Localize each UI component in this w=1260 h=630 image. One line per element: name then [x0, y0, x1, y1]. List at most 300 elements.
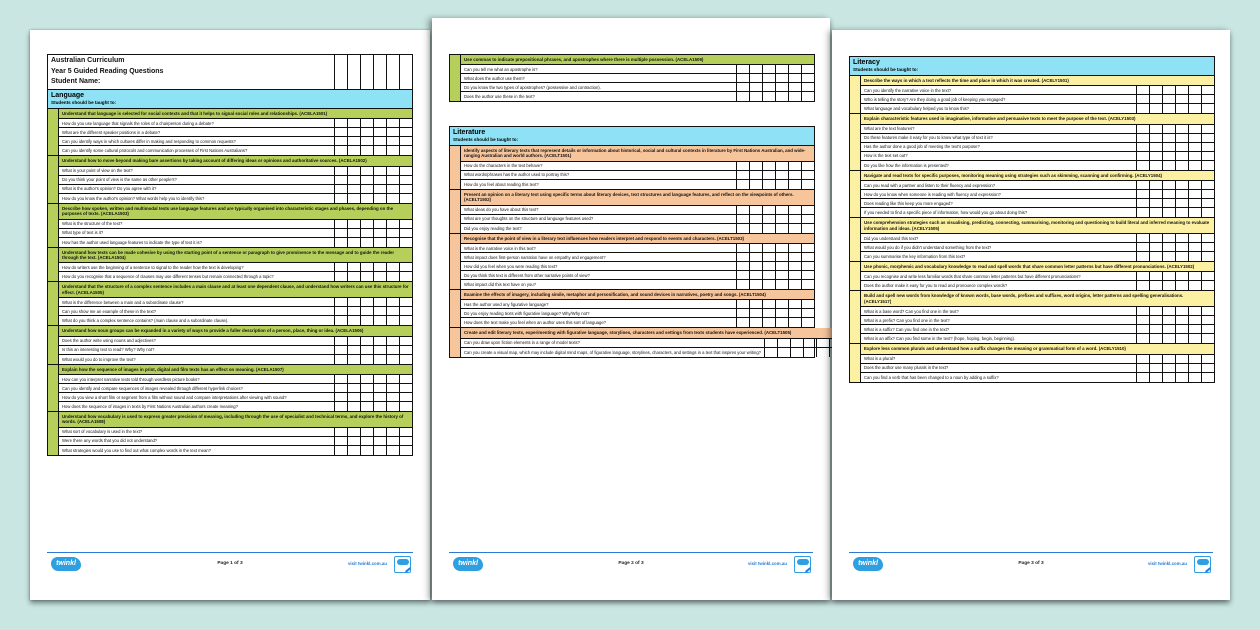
checkbox-cell[interactable]	[801, 280, 814, 289]
checkbox-cell[interactable]	[1136, 334, 1149, 343]
checkbox-cell[interactable]	[762, 92, 775, 101]
checkbox-cell[interactable]	[762, 215, 775, 223]
checkbox-cell[interactable]	[334, 119, 347, 127]
checkbox-cell[interactable]	[360, 263, 373, 271]
checkbox-cell[interactable]	[347, 167, 360, 175]
checkbox-cell[interactable]	[1149, 190, 1162, 198]
checkbox-cell[interactable]	[1201, 134, 1214, 142]
checkbox-cell[interactable]	[1149, 252, 1162, 261]
checkbox-cell[interactable]	[399, 128, 412, 136]
checkbox-cell[interactable]	[373, 437, 386, 445]
checkbox-cell[interactable]	[1201, 373, 1214, 382]
checkbox-cell[interactable]	[347, 146, 360, 155]
checkbox-cell[interactable]	[803, 339, 816, 347]
checkbox-cell[interactable]	[1136, 252, 1149, 261]
checkbox-cell[interactable]	[334, 307, 347, 315]
checkbox-cell[interactable]	[347, 307, 360, 315]
checkbox-cell[interactable]	[360, 337, 373, 345]
checkbox-cell[interactable]	[399, 167, 412, 175]
checkbox-cell[interactable]	[749, 224, 762, 233]
checkbox-cell[interactable]	[1201, 208, 1214, 217]
checkbox-cell[interactable]	[1201, 143, 1214, 151]
checkbox-cell[interactable]	[1201, 325, 1214, 333]
checkbox-cell[interactable]	[1162, 86, 1175, 94]
checkbox-cell[interactable]	[1162, 334, 1175, 343]
checkbox-cell[interactable]	[1136, 125, 1149, 133]
checkbox-cell[interactable]	[386, 55, 399, 89]
checkbox-cell[interactable]	[360, 346, 373, 354]
checkbox-cell[interactable]	[777, 348, 790, 357]
checkbox-cell[interactable]	[360, 146, 373, 155]
checkbox-cell[interactable]	[334, 402, 347, 411]
checkbox-cell[interactable]	[347, 119, 360, 127]
checkbox-cell[interactable]	[373, 316, 386, 325]
checkbox-cell[interactable]	[1162, 199, 1175, 207]
checkbox-cell[interactable]	[1149, 281, 1162, 290]
checkbox-cell[interactable]	[736, 300, 749, 308]
checkbox-cell[interactable]	[1136, 325, 1149, 333]
checkbox-cell[interactable]	[762, 262, 775, 270]
checkbox-cell[interactable]	[1188, 181, 1201, 189]
checkbox-cell[interactable]	[1149, 272, 1162, 280]
checkbox-cell[interactable]	[777, 339, 790, 347]
checkbox-cell[interactable]	[1136, 364, 1149, 372]
checkbox-cell[interactable]	[788, 224, 801, 233]
checkbox-cell[interactable]	[1136, 95, 1149, 103]
checkbox-cell[interactable]	[347, 428, 360, 436]
checkbox-cell[interactable]	[334, 272, 347, 281]
checkbox-cell[interactable]	[1175, 334, 1188, 343]
checkbox-cell[interactable]	[736, 83, 749, 91]
checkbox-cell[interactable]	[386, 220, 399, 228]
checkbox-cell[interactable]	[373, 393, 386, 401]
checkbox-cell[interactable]	[1162, 355, 1175, 363]
checkbox-cell[interactable]	[360, 355, 373, 364]
checkbox-cell[interactable]	[399, 176, 412, 184]
checkbox-cell[interactable]	[775, 271, 788, 279]
checkbox-cell[interactable]	[1149, 125, 1162, 133]
checkbox-cell[interactable]	[801, 318, 814, 327]
checkbox-cell[interactable]	[360, 185, 373, 193]
checkbox-cell[interactable]	[775, 253, 788, 261]
checkbox-cell[interactable]	[1188, 86, 1201, 94]
checkbox-cell[interactable]	[816, 339, 829, 347]
checkbox-cell[interactable]	[334, 185, 347, 193]
checkbox-cell[interactable]	[360, 238, 373, 247]
checkbox-cell[interactable]	[1162, 252, 1175, 261]
checkbox-cell[interactable]	[801, 74, 814, 82]
checkbox-cell[interactable]	[334, 375, 347, 383]
checkbox-cell[interactable]	[1175, 86, 1188, 94]
checkbox-cell[interactable]	[764, 339, 777, 347]
checkbox-cell[interactable]	[816, 348, 829, 357]
checkbox-cell[interactable]	[749, 253, 762, 261]
checkbox-cell[interactable]	[373, 384, 386, 392]
checkbox-cell[interactable]	[334, 167, 347, 175]
checkbox-cell[interactable]	[386, 384, 399, 392]
checkbox-cell[interactable]	[1175, 355, 1188, 363]
checkbox-cell[interactable]	[762, 74, 775, 82]
checkbox-cell[interactable]	[360, 375, 373, 383]
checkbox-cell[interactable]	[749, 162, 762, 170]
checkbox-cell[interactable]	[1188, 355, 1201, 363]
checkbox-cell[interactable]	[1149, 95, 1162, 103]
checkbox-cell[interactable]	[1201, 86, 1214, 94]
checkbox-cell[interactable]	[736, 318, 749, 327]
checkbox-cell[interactable]	[360, 298, 373, 306]
checkbox-cell[interactable]	[1188, 334, 1201, 343]
checkbox-cell[interactable]	[360, 316, 373, 325]
checkbox-cell[interactable]	[399, 393, 412, 401]
checkbox-cell[interactable]	[775, 180, 788, 189]
checkbox-cell[interactable]	[1188, 364, 1201, 372]
checkbox-cell[interactable]	[373, 137, 386, 145]
checkbox-cell[interactable]	[1188, 307, 1201, 315]
checkbox-cell[interactable]	[386, 146, 399, 155]
checkbox-cell[interactable]	[1201, 190, 1214, 198]
checkbox-cell[interactable]	[334, 437, 347, 445]
checkbox-cell[interactable]	[736, 262, 749, 270]
checkbox-cell[interactable]	[1149, 234, 1162, 242]
checkbox-cell[interactable]	[1201, 125, 1214, 133]
checkbox-cell[interactable]	[386, 355, 399, 364]
checkbox-cell[interactable]	[1188, 95, 1201, 103]
checkbox-cell[interactable]	[788, 309, 801, 317]
checkbox-cell[interactable]	[1188, 152, 1201, 160]
checkbox-cell[interactable]	[1136, 272, 1149, 280]
checkbox-cell[interactable]	[386, 346, 399, 354]
checkbox-cell[interactable]	[762, 171, 775, 179]
checkbox-cell[interactable]	[399, 194, 412, 203]
checkbox-cell[interactable]	[736, 224, 749, 233]
checkbox-cell[interactable]	[1188, 208, 1201, 217]
checkbox-cell[interactable]	[788, 244, 801, 252]
checkbox-cell[interactable]	[1201, 307, 1214, 315]
checkbox-cell[interactable]	[1175, 373, 1188, 382]
checkbox-cell[interactable]	[360, 428, 373, 436]
checkbox-cell[interactable]	[1175, 307, 1188, 315]
checkbox-cell[interactable]	[762, 318, 775, 327]
checkbox-cell[interactable]	[373, 375, 386, 383]
checkbox-cell[interactable]	[788, 171, 801, 179]
checkbox-cell[interactable]	[1201, 243, 1214, 251]
checkbox-cell[interactable]	[736, 215, 749, 223]
checkbox-cell[interactable]	[386, 337, 399, 345]
checkbox-cell[interactable]	[1201, 316, 1214, 324]
checkbox-cell[interactable]	[347, 137, 360, 145]
checkbox-cell[interactable]	[1162, 307, 1175, 315]
website-link[interactable]: visit twinkl.com.au	[747, 561, 787, 566]
checkbox-cell[interactable]	[1136, 104, 1149, 113]
checkbox-cell[interactable]	[1149, 243, 1162, 251]
checkbox-cell[interactable]	[373, 355, 386, 364]
checkbox-cell[interactable]	[1188, 125, 1201, 133]
checkbox-cell[interactable]	[386, 272, 399, 281]
checkbox-cell[interactable]	[373, 194, 386, 203]
checkbox-cell[interactable]	[1162, 364, 1175, 372]
checkbox-cell[interactable]	[373, 128, 386, 136]
checkbox-cell[interactable]	[373, 428, 386, 436]
checkbox-cell[interactable]	[1136, 307, 1149, 315]
checkbox-cell[interactable]	[1136, 373, 1149, 382]
checkbox-cell[interactable]	[1175, 281, 1188, 290]
checkbox-cell[interactable]	[360, 55, 373, 89]
checkbox-cell[interactable]	[334, 428, 347, 436]
checkbox-cell[interactable]	[399, 446, 412, 455]
checkbox-cell[interactable]	[1201, 161, 1214, 170]
checkbox-cell[interactable]	[360, 128, 373, 136]
checkbox-cell[interactable]	[373, 167, 386, 175]
checkbox-cell[interactable]	[1175, 316, 1188, 324]
checkbox-cell[interactable]	[1162, 143, 1175, 151]
checkbox-cell[interactable]	[1175, 104, 1188, 113]
checkbox-cell[interactable]	[1175, 190, 1188, 198]
checkbox-cell[interactable]	[399, 263, 412, 271]
checkbox-cell[interactable]	[1188, 272, 1201, 280]
checkbox-cell[interactable]	[373, 55, 386, 89]
checkbox-cell[interactable]	[762, 309, 775, 317]
checkbox-cell[interactable]	[347, 55, 360, 89]
checkbox-cell[interactable]	[347, 393, 360, 401]
checkbox-cell[interactable]	[334, 55, 347, 89]
checkbox-cell[interactable]	[360, 167, 373, 175]
checkbox-cell[interactable]	[1188, 243, 1201, 251]
checkbox-cell[interactable]	[1201, 281, 1214, 290]
checkbox-cell[interactable]	[775, 318, 788, 327]
checkbox-cell[interactable]	[347, 402, 360, 411]
checkbox-cell[interactable]	[1188, 281, 1201, 290]
checkbox-cell[interactable]	[373, 446, 386, 455]
checkbox-cell[interactable]	[788, 83, 801, 91]
checkbox-cell[interactable]	[386, 428, 399, 436]
checkbox-cell[interactable]	[775, 74, 788, 82]
checkbox-cell[interactable]	[334, 355, 347, 364]
checkbox-cell[interactable]	[801, 271, 814, 279]
checkbox-cell[interactable]	[762, 244, 775, 252]
checkbox-cell[interactable]	[399, 272, 412, 281]
checkbox-cell[interactable]	[749, 206, 762, 214]
checkbox-cell[interactable]	[360, 176, 373, 184]
checkbox-cell[interactable]	[775, 300, 788, 308]
checkbox-cell[interactable]	[399, 119, 412, 127]
checkbox-cell[interactable]	[386, 119, 399, 127]
checkbox-cell[interactable]	[775, 65, 788, 73]
checkbox-cell[interactable]	[360, 393, 373, 401]
checkbox-cell[interactable]	[749, 309, 762, 317]
checkbox-cell[interactable]	[360, 119, 373, 127]
checkbox-cell[interactable]	[775, 162, 788, 170]
checkbox-cell[interactable]	[749, 65, 762, 73]
checkbox-cell[interactable]	[1188, 190, 1201, 198]
checkbox-cell[interactable]	[762, 300, 775, 308]
checkbox-cell[interactable]	[386, 229, 399, 237]
checkbox-cell[interactable]	[762, 253, 775, 261]
checkbox-cell[interactable]	[1149, 316, 1162, 324]
checkbox-cell[interactable]	[1175, 125, 1188, 133]
checkbox-cell[interactable]	[775, 224, 788, 233]
checkbox-cell[interactable]	[334, 446, 347, 455]
checkbox-cell[interactable]	[386, 393, 399, 401]
checkbox-cell[interactable]	[775, 262, 788, 270]
checkbox-cell[interactable]	[775, 215, 788, 223]
checkbox-cell[interactable]	[801, 309, 814, 317]
checkbox-cell[interactable]	[399, 375, 412, 383]
checkbox-cell[interactable]	[1149, 208, 1162, 217]
checkbox-cell[interactable]	[1162, 134, 1175, 142]
checkbox-cell[interactable]	[762, 224, 775, 233]
checkbox-cell[interactable]	[775, 206, 788, 214]
checkbox-cell[interactable]	[788, 215, 801, 223]
checkbox-cell[interactable]	[399, 384, 412, 392]
checkbox-cell[interactable]	[1175, 152, 1188, 160]
checkbox-cell[interactable]	[399, 437, 412, 445]
checkbox-cell[interactable]	[360, 220, 373, 228]
checkbox-cell[interactable]	[1149, 334, 1162, 343]
checkbox-cell[interactable]	[334, 337, 347, 345]
checkbox-cell[interactable]	[801, 244, 814, 252]
checkbox-cell[interactable]	[775, 280, 788, 289]
checkbox-cell[interactable]	[788, 162, 801, 170]
checkbox-cell[interactable]	[736, 309, 749, 317]
checkbox-cell[interactable]	[399, 355, 412, 364]
checkbox-cell[interactable]	[386, 137, 399, 145]
checkbox-cell[interactable]	[386, 437, 399, 445]
checkbox-cell[interactable]	[373, 307, 386, 315]
checkbox-cell[interactable]	[399, 337, 412, 345]
checkbox-cell[interactable]	[788, 253, 801, 261]
checkbox-cell[interactable]	[334, 238, 347, 247]
checkbox-cell[interactable]	[764, 348, 777, 357]
checkbox-cell[interactable]	[736, 74, 749, 82]
checkbox-cell[interactable]	[386, 402, 399, 411]
checkbox-cell[interactable]	[386, 298, 399, 306]
checkbox-cell[interactable]	[373, 119, 386, 127]
checkbox-cell[interactable]	[1201, 234, 1214, 242]
checkbox-cell[interactable]	[1149, 134, 1162, 142]
checkbox-cell[interactable]	[803, 348, 816, 357]
checkbox-cell[interactable]	[762, 271, 775, 279]
checkbox-cell[interactable]	[347, 316, 360, 325]
checkbox-cell[interactable]	[373, 176, 386, 184]
checkbox-cell[interactable]	[788, 318, 801, 327]
website-link[interactable]: visit twinkl.com.au	[347, 561, 387, 566]
checkbox-cell[interactable]	[360, 137, 373, 145]
checkbox-cell[interactable]	[801, 65, 814, 73]
checkbox-cell[interactable]	[1136, 243, 1149, 251]
checkbox-cell[interactable]	[1175, 243, 1188, 251]
checkbox-cell[interactable]	[1149, 152, 1162, 160]
checkbox-cell[interactable]	[736, 162, 749, 170]
checkbox-cell[interactable]	[347, 272, 360, 281]
checkbox-cell[interactable]	[749, 74, 762, 82]
checkbox-cell[interactable]	[399, 185, 412, 193]
checkbox-cell[interactable]	[399, 316, 412, 325]
checkbox-cell[interactable]	[736, 206, 749, 214]
checkbox-cell[interactable]	[801, 300, 814, 308]
checkbox-cell[interactable]	[373, 220, 386, 228]
checkbox-cell[interactable]	[1136, 134, 1149, 142]
checkbox-cell[interactable]	[399, 238, 412, 247]
checkbox-cell[interactable]	[334, 346, 347, 354]
checkbox-cell[interactable]	[1201, 272, 1214, 280]
checkbox-cell[interactable]	[801, 253, 814, 261]
checkbox-cell[interactable]	[775, 171, 788, 179]
checkbox-cell[interactable]	[1175, 252, 1188, 261]
checkbox-cell[interactable]	[1175, 143, 1188, 151]
checkbox-cell[interactable]	[1136, 190, 1149, 198]
checkbox-cell[interactable]	[360, 437, 373, 445]
checkbox-cell[interactable]	[373, 185, 386, 193]
checkbox-cell[interactable]	[749, 215, 762, 223]
checkbox-cell[interactable]	[1201, 334, 1214, 343]
checkbox-cell[interactable]	[801, 92, 814, 101]
checkbox-cell[interactable]	[373, 272, 386, 281]
checkbox-cell[interactable]	[1162, 243, 1175, 251]
website-link[interactable]: visit twinkl.com.au	[1147, 561, 1187, 566]
checkbox-cell[interactable]	[1162, 161, 1175, 170]
checkbox-cell[interactable]	[736, 171, 749, 179]
checkbox-cell[interactable]	[347, 238, 360, 247]
checkbox-cell[interactable]	[736, 92, 749, 101]
checkbox-cell[interactable]	[373, 229, 386, 237]
checkbox-cell[interactable]	[1136, 316, 1149, 324]
checkbox-cell[interactable]	[1162, 234, 1175, 242]
checkbox-cell[interactable]	[788, 300, 801, 308]
checkbox-cell[interactable]	[334, 146, 347, 155]
checkbox-cell[interactable]	[788, 280, 801, 289]
checkbox-cell[interactable]	[334, 384, 347, 392]
checkbox-cell[interactable]	[1175, 199, 1188, 207]
checkbox-cell[interactable]	[1188, 252, 1201, 261]
checkbox-cell[interactable]	[1201, 252, 1214, 261]
checkbox-cell[interactable]	[1188, 325, 1201, 333]
checkbox-cell[interactable]	[386, 238, 399, 247]
checkbox-cell[interactable]	[749, 83, 762, 91]
checkbox-cell[interactable]	[334, 176, 347, 184]
checkbox-cell[interactable]	[1162, 181, 1175, 189]
checkbox-cell[interactable]	[373, 146, 386, 155]
checkbox-cell[interactable]	[399, 229, 412, 237]
checkbox-cell[interactable]	[762, 65, 775, 73]
checkbox-cell[interactable]	[1162, 104, 1175, 113]
checkbox-cell[interactable]	[1136, 281, 1149, 290]
checkbox-cell[interactable]	[801, 262, 814, 270]
checkbox-cell[interactable]	[1201, 355, 1214, 363]
checkbox-cell[interactable]	[788, 65, 801, 73]
checkbox-cell[interactable]	[1162, 208, 1175, 217]
checkbox-cell[interactable]	[334, 316, 347, 325]
checkbox-cell[interactable]	[399, 55, 412, 89]
checkbox-cell[interactable]	[1149, 325, 1162, 333]
checkbox-cell[interactable]	[1162, 281, 1175, 290]
checkbox-cell[interactable]	[1175, 181, 1188, 189]
checkbox-cell[interactable]	[1201, 181, 1214, 189]
checkbox-cell[interactable]	[1149, 161, 1162, 170]
checkbox-cell[interactable]	[1136, 143, 1149, 151]
checkbox-cell[interactable]	[775, 244, 788, 252]
checkbox-cell[interactable]	[1175, 364, 1188, 372]
checkbox-cell[interactable]	[749, 262, 762, 270]
checkbox-cell[interactable]	[1149, 307, 1162, 315]
checkbox-cell[interactable]	[1136, 161, 1149, 170]
checkbox-cell[interactable]	[360, 446, 373, 455]
checkbox-cell[interactable]	[373, 346, 386, 354]
checkbox-cell[interactable]	[749, 318, 762, 327]
checkbox-cell[interactable]	[1201, 104, 1214, 113]
checkbox-cell[interactable]	[1149, 86, 1162, 94]
checkbox-cell[interactable]	[347, 346, 360, 354]
checkbox-cell[interactable]	[749, 244, 762, 252]
